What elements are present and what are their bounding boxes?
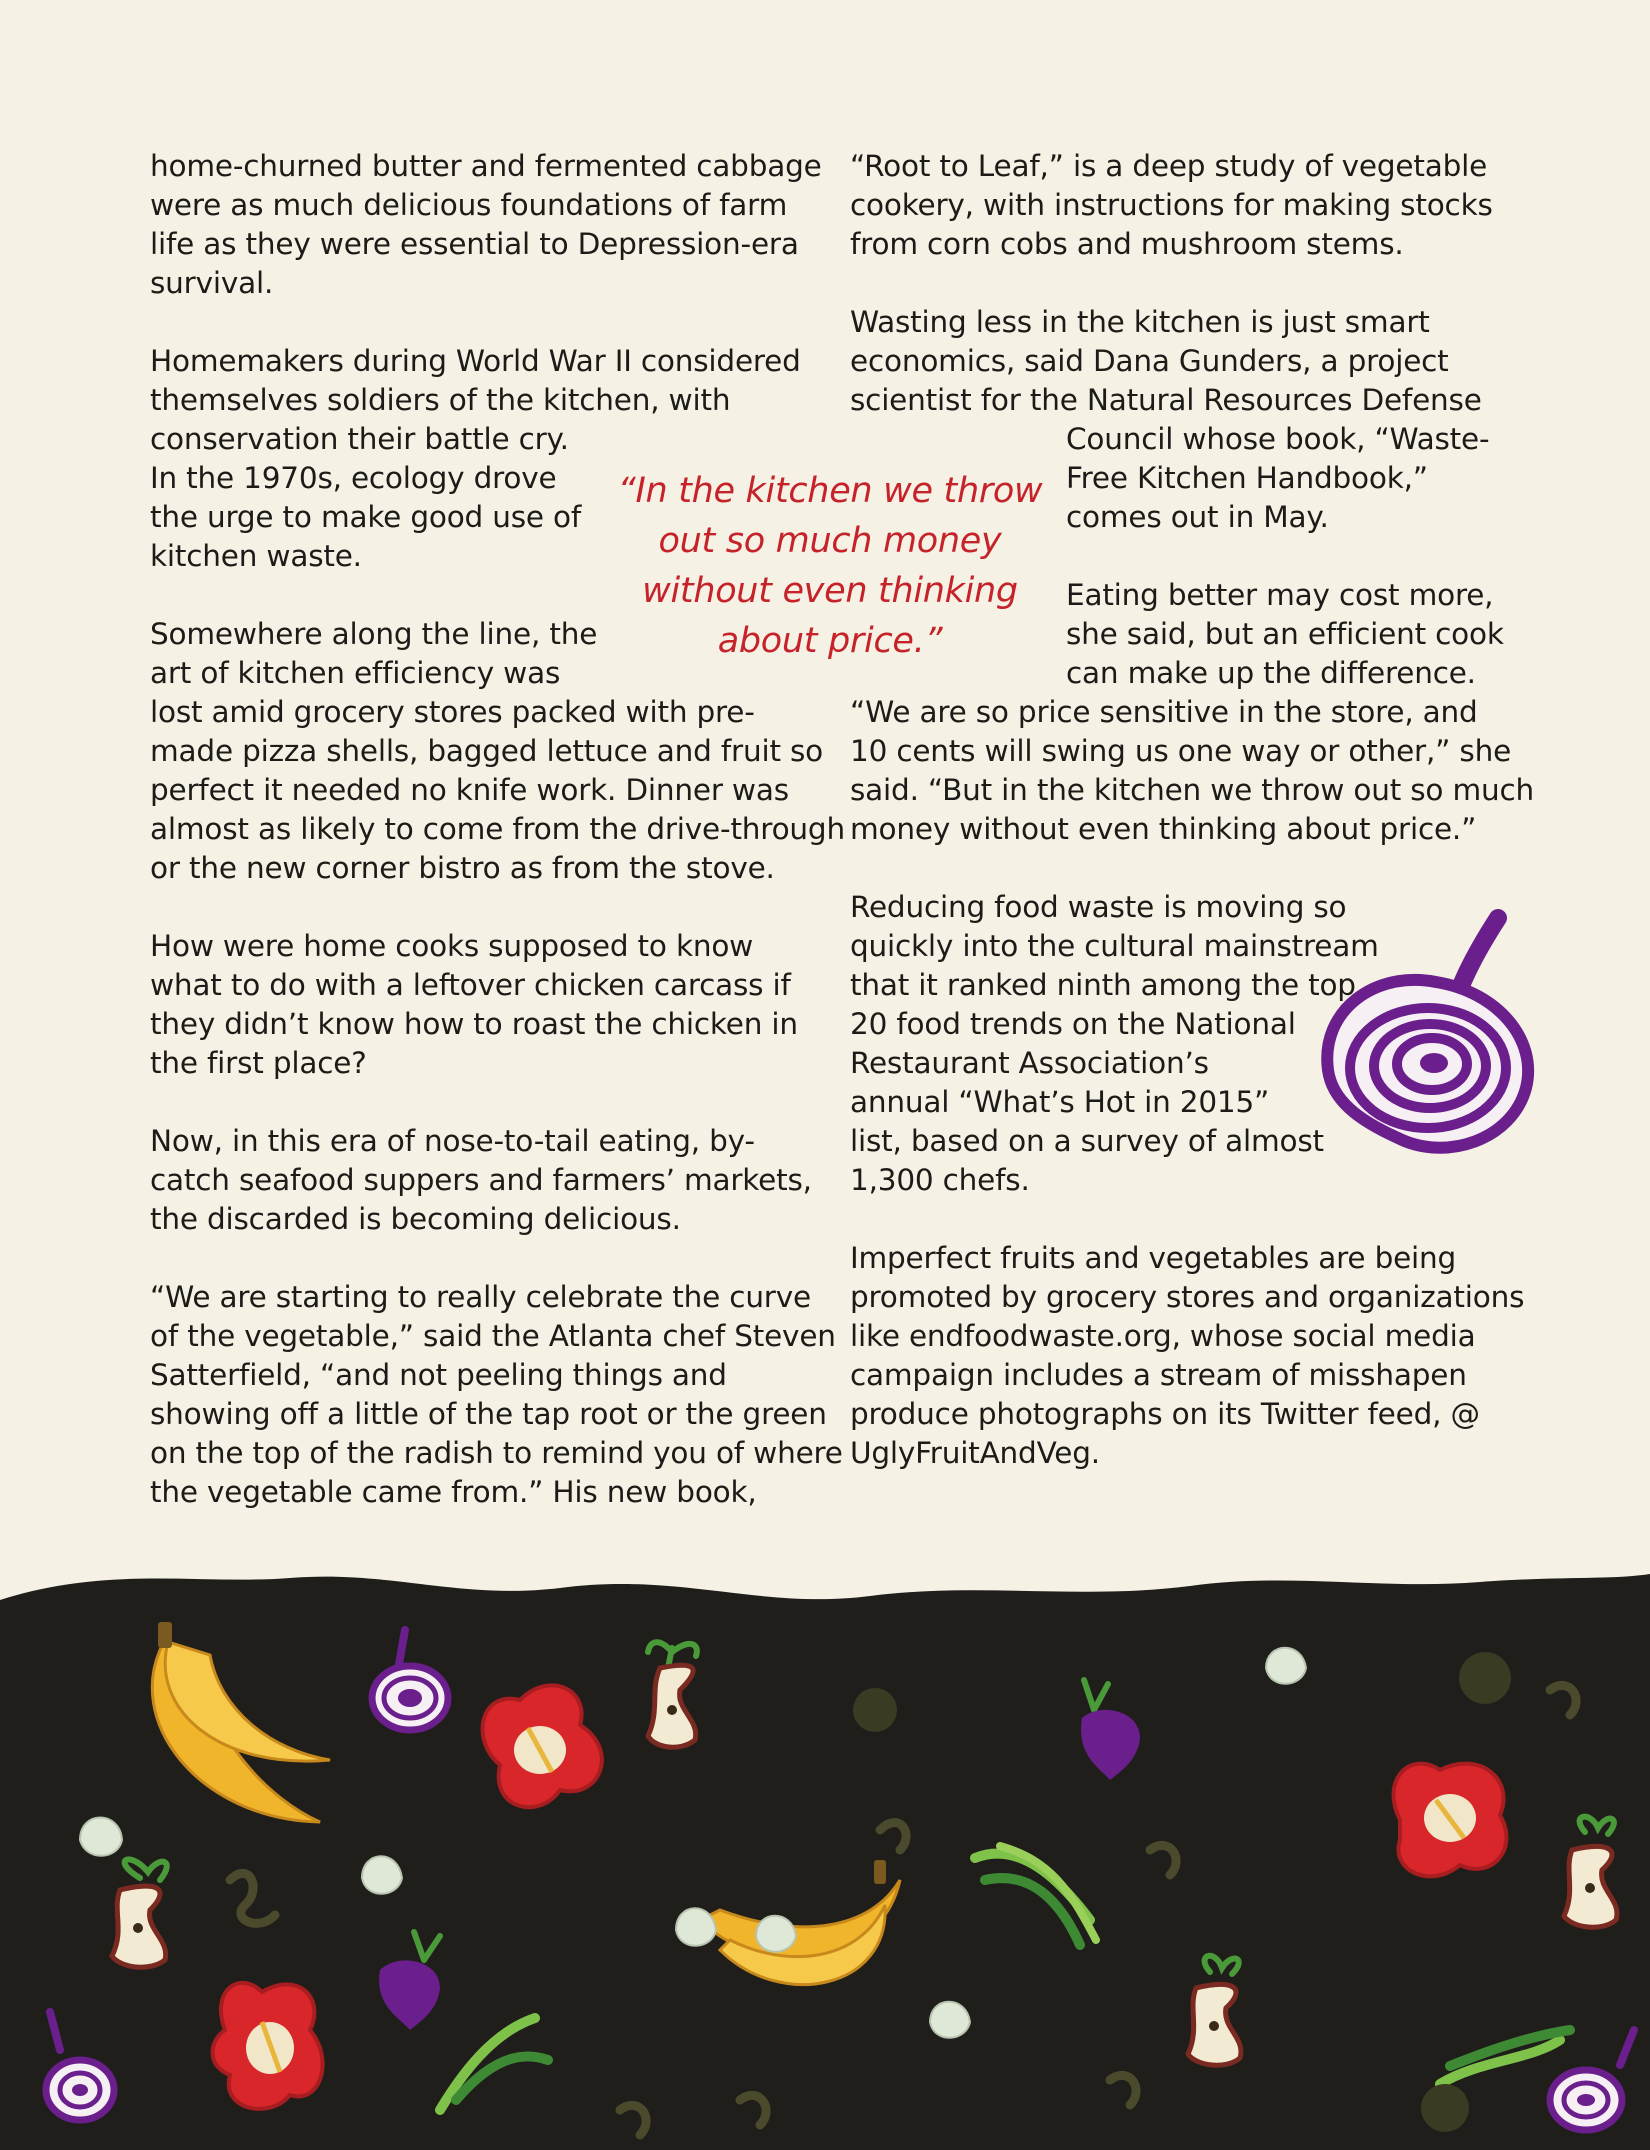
text-line: showing off a little of the tap root or the green	[150, 1397, 827, 1431]
text-line: the first place?	[150, 1046, 367, 1080]
text-line: “Root to Leaf,” is a deep study of vegetable	[850, 149, 1488, 183]
text-line: the discarded is becoming delicious.	[150, 1202, 681, 1236]
text-line: or the new corner bistro as from the stove.	[150, 851, 775, 885]
text-line: How were home cooks supposed to know	[150, 929, 754, 963]
text-line: quickly into the cultural mainstream	[850, 929, 1379, 963]
text-line: were as much delicious foundations of farm	[150, 188, 788, 222]
article-paragraph	[150, 1278, 843, 1512]
text-line: Restaurant Association’s	[850, 1046, 1209, 1080]
article-paragraph	[150, 147, 822, 303]
text-line: that it ranked ninth among the top	[850, 968, 1356, 1002]
text-line: almost as likely to come from the drive-through	[150, 812, 845, 846]
text-line: they didn’t know how to roast the chicken in	[150, 1007, 798, 1041]
text-line: survival.	[150, 266, 274, 300]
bell-pepper-icon	[1394, 1764, 1507, 1877]
text-line: Imperfect fruits and vegetables are being	[850, 1241, 1457, 1275]
text-line: lost amid grocery stores packed with pre-	[150, 695, 755, 729]
text-line: art of kitchen efficiency was	[150, 656, 561, 690]
article-paragraph	[150, 1122, 810, 1239]
text-line: Now, in this era of nose-to-tail eating, by-	[150, 1124, 755, 1158]
text-line: 10 cents will swing us one way or other,” she	[850, 734, 1512, 768]
pull-quote-line: about price.”	[717, 621, 943, 661]
text-line: on the top of the radish to remind you of where	[150, 1436, 843, 1470]
text-line: the urge to make good use of	[150, 500, 582, 534]
text-line: perfect it needed no knife work. Dinner was	[150, 773, 789, 807]
article-right-column	[850, 147, 1535, 1512]
food-scraps-illustration	[0, 1560, 1650, 2150]
text-line: Satterfield, “and not peeling things and	[150, 1358, 727, 1392]
text-line: economics, said Dana Gunders, a project	[850, 344, 1449, 378]
text-line: money without even thinking about price.”	[850, 812, 1477, 846]
text-line: kitchen waste.	[150, 539, 362, 573]
article-paragraph	[150, 927, 810, 1083]
text-line: conservation their battle cry.	[150, 422, 569, 456]
text-line: she said, but an efficient cook	[1066, 617, 1504, 651]
text-line: campaign includes a stream of misshapen	[850, 1358, 1467, 1392]
text-line: comes out in May.	[1066, 500, 1329, 534]
text-line: produce photographs on its Twitter feed, @	[850, 1397, 1480, 1431]
text-line: Wasting less in the kitchen is just smart	[850, 305, 1430, 339]
text-line: UglyFruitAndVeg.	[850, 1436, 1100, 1470]
text-line: the vegetable came from.” His new book,	[150, 1475, 757, 1509]
text-line: Council whose book, “Waste-	[1066, 422, 1490, 456]
pull-quote-line: out so much money	[658, 521, 1002, 561]
text-line: made pizza shells, bagged lettuce and fruit so	[150, 734, 824, 768]
pull-quote-line: “In the kitchen we throw	[617, 471, 1043, 511]
text-line: what to do with a leftover chicken carcass if	[150, 968, 791, 1002]
text-line: 1,300 chefs.	[850, 1163, 1030, 1197]
text-line: promoted by grocery stores and organizations	[850, 1280, 1525, 1314]
text-line: “We are so price sensitive in the store, and	[850, 695, 1478, 729]
text-line: from corn cobs and mushroom stems.	[850, 227, 1404, 261]
text-line: Somewhere along the line, the	[150, 617, 598, 651]
text-line: scientist for the Natural Resources Defense	[850, 383, 1482, 417]
text-line: home-churned butter and fermented cabbage	[150, 149, 822, 183]
text-line: list, based on a survey of almost	[850, 1124, 1324, 1158]
text-line: “We are starting to really celebrate the curve	[150, 1280, 811, 1314]
bell-pepper-icon	[213, 1983, 323, 2109]
text-line: annual “What’s Hot in 2015”	[850, 1085, 1270, 1119]
text-line: themselves soldiers of the kitchen, with	[150, 383, 731, 417]
text-line: cookery, with instructions for making stocks	[850, 188, 1493, 222]
text-line: of the vegetable,” said the Atlanta chef Steven	[150, 1319, 836, 1353]
text-line: Eating better may cost more,	[1066, 578, 1494, 612]
text-line: life as they were essential to Depression-era	[150, 227, 799, 261]
text-line: can make up the difference.	[1066, 656, 1476, 690]
text-line: said. “But in the kitchen we throw out so much	[850, 773, 1535, 807]
text-line: Free Kitchen Handbook,”	[1066, 461, 1428, 495]
text-line: catch seafood suppers and farmers’ markets,	[150, 1163, 812, 1197]
text-line: In the 1970s, ecology drove	[150, 461, 557, 495]
article-paragraph	[850, 1239, 1525, 1473]
text-line: Homemakers during World War II considered	[150, 344, 801, 378]
article-paragraph	[850, 147, 1510, 264]
red-onion-icon	[1306, 900, 1546, 1170]
text-line: 20 food trends on the National	[850, 1007, 1296, 1041]
text-line: Reducing food waste is moving so	[850, 890, 1347, 924]
pull-quote-line: without even thinking	[642, 571, 1018, 611]
pull-quote	[600, 466, 1060, 666]
text-line: like endfoodwaste.org, whose social media	[850, 1319, 1476, 1353]
